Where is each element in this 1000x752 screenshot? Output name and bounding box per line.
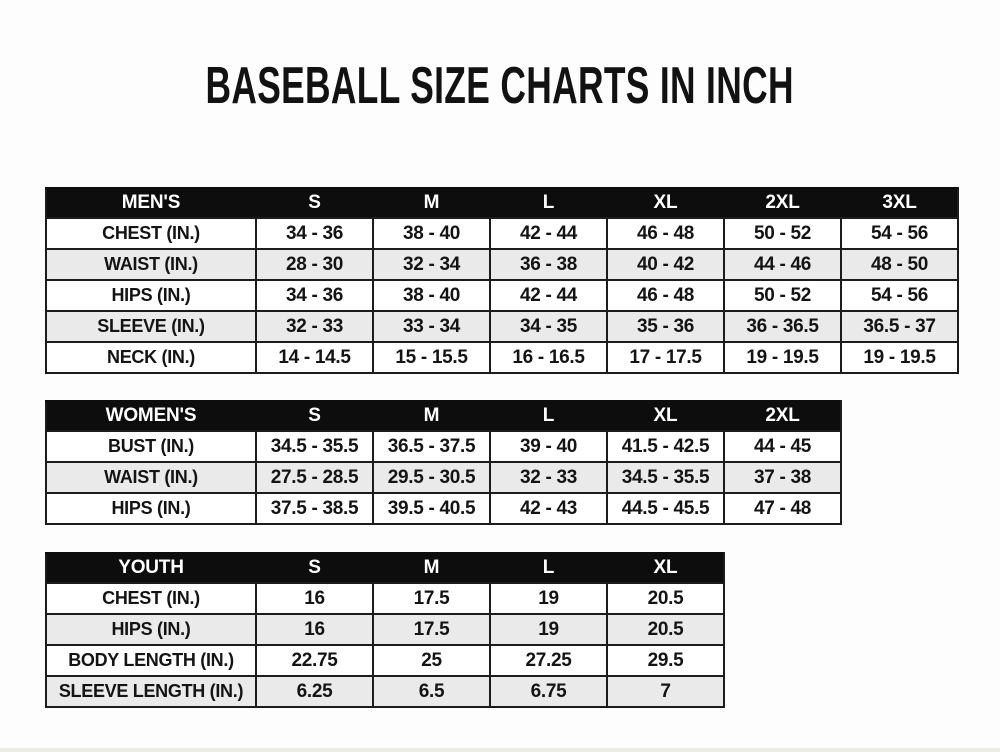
size-value-cell: 17.5 bbox=[373, 583, 490, 614]
size-value-cell: 22.75 bbox=[256, 645, 373, 676]
size-value-cell: 19 bbox=[490, 614, 607, 645]
size-value-cell: 7 bbox=[607, 676, 724, 707]
header-row bbox=[46, 401, 841, 431]
size-value-cell: 16 bbox=[256, 583, 373, 614]
size-value-cell: 42 - 43 bbox=[490, 493, 607, 524]
size-value-cell: 25 bbox=[373, 645, 490, 676]
size-value-cell: 16 bbox=[256, 614, 373, 645]
size-value-cell: 27.5 - 28.5 bbox=[256, 462, 373, 493]
size-value-cell: 34.5 - 35.5 bbox=[607, 462, 724, 493]
size-header-cell: S bbox=[256, 401, 373, 431]
size-value-cell: 33 - 34 bbox=[373, 311, 490, 342]
size-value-cell: 35 - 36 bbox=[607, 311, 724, 342]
size-value-cell: 6.5 bbox=[373, 676, 490, 707]
table-title-cell: MEN'S bbox=[46, 188, 256, 218]
table-row bbox=[46, 218, 958, 249]
table-title-cell: WOMEN'S bbox=[46, 401, 256, 431]
size-value-cell: 34 - 36 bbox=[256, 280, 373, 311]
table-row bbox=[46, 311, 958, 342]
size-value-cell: 39 - 40 bbox=[490, 431, 607, 462]
size-value-cell: 29.5 - 30.5 bbox=[373, 462, 490, 493]
womens-size-table bbox=[45, 400, 842, 525]
row-label-cell: NECK (IN.) bbox=[46, 342, 256, 373]
size-value-cell: 19 bbox=[490, 583, 607, 614]
row-label-cell: HIPS (IN.) bbox=[46, 280, 256, 311]
size-value-cell: 44.5 - 45.5 bbox=[607, 493, 724, 524]
size-value-cell: 6.75 bbox=[490, 676, 607, 707]
size-header-cell: 2XL bbox=[724, 188, 841, 218]
header-row bbox=[46, 188, 958, 218]
size-value-cell: 42 - 44 bbox=[490, 218, 607, 249]
size-value-cell: 32 - 33 bbox=[490, 462, 607, 493]
size-value-cell: 34 - 35 bbox=[490, 311, 607, 342]
size-value-cell: 14 - 14.5 bbox=[256, 342, 373, 373]
size-value-cell: 27.25 bbox=[490, 645, 607, 676]
table-row bbox=[46, 462, 841, 493]
size-value-cell: 54 - 56 bbox=[841, 218, 958, 249]
row-label-cell: WAIST (IN.) bbox=[46, 462, 256, 493]
size-header-cell: S bbox=[256, 188, 373, 218]
size-value-cell: 34 - 36 bbox=[256, 218, 373, 249]
size-value-cell: 32 - 34 bbox=[373, 249, 490, 280]
size-value-cell: 38 - 40 bbox=[373, 280, 490, 311]
size-value-cell: 54 - 56 bbox=[841, 280, 958, 311]
size-value-cell: 32 - 33 bbox=[256, 311, 373, 342]
size-header-cell: XL bbox=[607, 401, 724, 431]
size-value-cell: 46 - 48 bbox=[607, 280, 724, 311]
size-value-cell: 48 - 50 bbox=[841, 249, 958, 280]
table-row bbox=[46, 249, 958, 280]
size-value-cell: 36.5 - 37.5 bbox=[373, 431, 490, 462]
row-label-cell: HIPS (IN.) bbox=[46, 614, 256, 645]
table-row bbox=[46, 614, 724, 645]
size-value-cell: 50 - 52 bbox=[724, 280, 841, 311]
size-header-cell: S bbox=[256, 553, 373, 583]
size-value-cell: 41.5 - 42.5 bbox=[607, 431, 724, 462]
size-value-cell: 44 - 45 bbox=[724, 431, 841, 462]
size-header-cell: 2XL bbox=[724, 401, 841, 431]
table-row bbox=[46, 342, 958, 373]
table-row bbox=[46, 676, 724, 707]
womens-size-chart bbox=[45, 400, 842, 525]
title-bar bbox=[0, 58, 1000, 114]
size-header-cell: XL bbox=[607, 553, 724, 583]
size-value-cell: 15 - 15.5 bbox=[373, 342, 490, 373]
size-value-cell: 47 - 48 bbox=[724, 493, 841, 524]
size-value-cell: 39.5 - 40.5 bbox=[373, 493, 490, 524]
size-value-cell: 19 - 19.5 bbox=[841, 342, 958, 373]
size-value-cell: 17.5 bbox=[373, 614, 490, 645]
size-header-cell: L bbox=[490, 188, 607, 218]
size-header-cell: M bbox=[373, 553, 490, 583]
size-value-cell: 50 - 52 bbox=[724, 218, 841, 249]
size-value-cell: 38 - 40 bbox=[373, 218, 490, 249]
size-header-cell: XL bbox=[607, 188, 724, 218]
row-label-cell: WAIST (IN.) bbox=[46, 249, 256, 280]
row-label-cell: SLEEVE (IN.) bbox=[46, 311, 256, 342]
size-value-cell: 42 - 44 bbox=[490, 280, 607, 311]
size-value-cell: 20.5 bbox=[607, 583, 724, 614]
size-value-cell: 19 - 19.5 bbox=[724, 342, 841, 373]
size-value-cell: 36 - 38 bbox=[490, 249, 607, 280]
row-label-cell: BODY LENGTH (IN.) bbox=[46, 645, 256, 676]
size-value-cell: 28 - 30 bbox=[256, 249, 373, 280]
size-value-cell: 37.5 - 38.5 bbox=[256, 493, 373, 524]
row-label-cell: CHEST (IN.) bbox=[46, 218, 256, 249]
size-header-cell: M bbox=[373, 188, 490, 218]
row-label-cell: HIPS (IN.) bbox=[46, 493, 256, 524]
table-row bbox=[46, 645, 724, 676]
size-header-cell: L bbox=[490, 553, 607, 583]
row-label-cell: BUST (IN.) bbox=[46, 431, 256, 462]
bottom-edge-shadow bbox=[0, 748, 1000, 752]
size-value-cell: 34.5 - 35.5 bbox=[256, 431, 373, 462]
mens-size-chart bbox=[45, 187, 959, 374]
table-title-cell: YOUTH bbox=[46, 553, 256, 583]
table-row bbox=[46, 280, 958, 311]
size-value-cell: 29.5 bbox=[607, 645, 724, 676]
table-row bbox=[46, 493, 841, 524]
youth-size-chart bbox=[45, 552, 725, 708]
row-label-cell: CHEST (IN.) bbox=[46, 583, 256, 614]
youth-size-table bbox=[45, 552, 725, 708]
header-row bbox=[46, 553, 724, 583]
size-header-cell: L bbox=[490, 401, 607, 431]
size-value-cell: 20.5 bbox=[607, 614, 724, 645]
size-value-cell: 40 - 42 bbox=[607, 249, 724, 280]
size-value-cell: 36 - 36.5 bbox=[724, 311, 841, 342]
size-value-cell: 16 - 16.5 bbox=[490, 342, 607, 373]
table-row bbox=[46, 583, 724, 614]
mens-size-table bbox=[45, 187, 959, 374]
table-row bbox=[46, 431, 841, 462]
size-value-cell: 17 - 17.5 bbox=[607, 342, 724, 373]
size-value-cell: 37 - 38 bbox=[724, 462, 841, 493]
size-header-cell: 3XL bbox=[841, 188, 958, 218]
row-label-cell: SLEEVE LENGTH (IN.) bbox=[46, 676, 256, 707]
page-title: BASEBALL SIZE CHARTS IN INCH bbox=[205, 57, 795, 115]
size-value-cell: 44 - 46 bbox=[724, 249, 841, 280]
size-header-cell: M bbox=[373, 401, 490, 431]
size-value-cell: 46 - 48 bbox=[607, 218, 724, 249]
size-value-cell: 6.25 bbox=[256, 676, 373, 707]
size-value-cell: 36.5 - 37 bbox=[841, 311, 958, 342]
